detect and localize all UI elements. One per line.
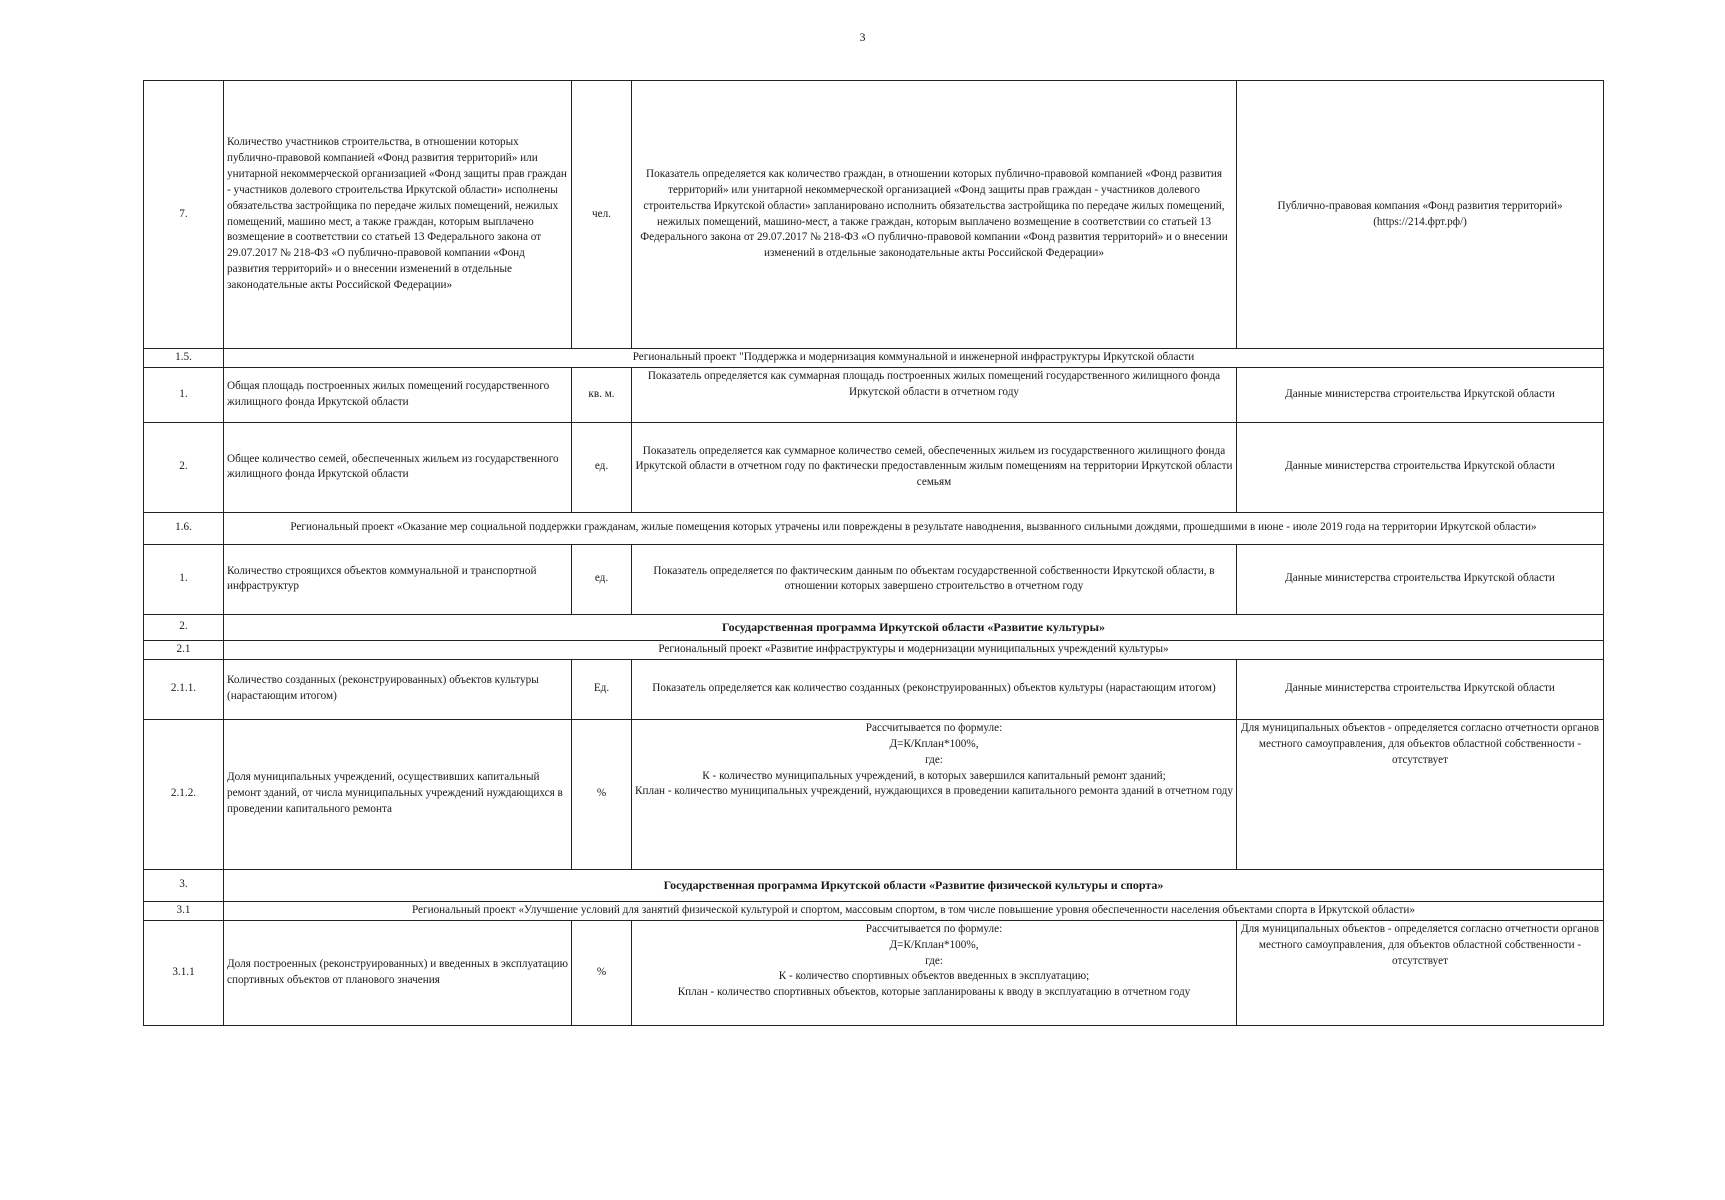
program-number: 2. [144,614,224,640]
section-row [144,512,1604,544]
row-number: 2.1.2. [144,719,224,869]
program-row [144,614,1604,640]
section-title: Региональный проект "Поддержка и модернизация коммунальной и инженерной инфраструктуры Иркутской области [224,349,1604,368]
row-number: 7. [144,81,224,349]
indicator-name: Количество строящихся объектов коммунальной и транспортной инфраструктур [224,544,572,614]
formula-heading: Рассчитывается по формуле: [865,721,1003,734]
indicator-name: Доля муниципальных учреждений, осуществивших капитальный ремонт зданий, от числа муниципальных учреждений нуждающихся в проведении капитального ремонта [224,719,572,869]
indicator-name: Доля построенных (реконструированных) и введенных в эксплуатацию спортивных объектов от планового значения [224,920,572,1025]
data-source: Для муниципальных объектов - определяется согласно отчетности органов местного самоуправления, для объектов областной собственности - отсутствует [1237,719,1604,869]
data-source: Публично-правовая компания «Фонд развития территорий» (https://214.фрт.рф/) [1237,81,1604,349]
program-title: Государственная программа Иркутской области «Развитие физической культуры и спорта» [224,869,1604,901]
unit-of-measure: % [572,719,632,869]
data-source: Данные министерства строительства Иркутской области [1237,367,1604,422]
unit-of-measure: Ед. [572,659,632,719]
data-source: Данные министерства строительства Иркутской области [1237,659,1604,719]
formula-term-k: К - количество спортивных объектов введенных в эксплуатацию; [778,970,1090,983]
table-row [144,81,1604,349]
table-row [144,367,1604,422]
formula-where: где: [925,753,943,766]
formula-heading: Рассчитывается по формуле: [865,922,1003,935]
section-title: Региональный проект «Улучшение условий для занятий физической культурой и спортом, массовым спортом, в том числе повышение уровня обеспеченности населения объектами спорта в Иркутской области» [224,901,1604,920]
row-number: 2. [144,422,224,512]
calculation-method: Показатель определяется как суммарная площадь построенных жилых помещений государственного жилищного фонда Иркутской области в отчетном году [632,367,1237,422]
table-row [144,719,1604,869]
data-source: Для муниципальных объектов - определяется согласно отчетности органов местного самоуправления, для объектов областной собственности - отсутствует [1237,920,1604,1025]
formula-term-kplan: Кплан - количество спортивных объектов, которые запланированы к вводу в эксплуатацию в отчетном году [677,986,1191,999]
section-row [144,349,1604,368]
program-number: 3. [144,869,224,901]
unit-of-measure: ед. [572,544,632,614]
formula: Д=К/Кплан*100%, [889,938,979,951]
formula-term-k: К - количество муниципальных учреждений, в которых завершился капитальный ремонт зданий; [702,769,1166,782]
formula: Д=К/Кплан*100%, [889,737,979,750]
data-source: Данные министерства строительства Иркутской области [1237,422,1604,512]
row-number: 2.1.1. [144,659,224,719]
indicators-table [143,80,1604,1026]
row-number: 1. [144,544,224,614]
table-row [144,544,1604,614]
table-row [144,659,1604,719]
section-row [144,901,1604,920]
calculation-method: Показатель определяется по фактическим данным по объектам государственной собственности Иркутской области, в отношении которых завершено строительство в отчетном году [632,544,1237,614]
calculation-method: Показатель определяется как количество граждан, в отношении которых публично-правовой компанией «Фонд развития территорий» или унитарной некоммерческой организацией «Фонд защиты прав граждан - участников долевого строительства Иркутской области» запланировано исполнить обязательства застройщика по передаче жилых помещений, нежилых помещений, машино-мест, а также граждан, которым выплачено возмещение в соответствии со статьей 13 Федерального закона от 29.07.2017 № 218-ФЗ «О публично-правовой компании «Фонд развития территорий» и о внесении изменений в отдельные законодательные акты Российской Федерации» [632,81,1237,349]
calculation-method [632,719,1237,869]
calculation-method: Показатель определяется как количество созданных (реконструированных) объектов культуры (нарастающим итогом) [632,659,1237,719]
formula-where: где: [925,954,943,967]
unit-of-measure: % [572,920,632,1025]
page-number: 3 [859,30,866,44]
formula-term-kplan: Кплан - количество муниципальных учреждений, нуждающихся в проведении капитального ремонта зданий в отчетном году [635,785,1233,798]
row-number: 1. [144,367,224,422]
table-row [144,920,1604,1025]
program-title: Государственная программа Иркутской области «Развитие культуры» [224,614,1604,640]
calculation-method [632,920,1237,1025]
row-number: 3.1.1 [144,920,224,1025]
indicator-name: Общая площадь построенных жилых помещений государственного жилищного фонда Иркутской области [224,367,572,422]
section-row [144,640,1604,659]
unit-of-measure: ед. [572,422,632,512]
indicator-name: Количество созданных (реконструированных) объектов культуры (нарастающим итогом) [224,659,572,719]
section-number: 1.5. [144,349,224,368]
section-number: 3.1 [144,901,224,920]
section-title: Региональный проект «Оказание мер социальной поддержки гражданам, жилые помещения которых утрачены или повреждены в результате наводнения, вызванного сильными дождями, прошедшими в июне - июле 2019 года на территории Иркутской области» [224,512,1604,544]
unit-of-measure: кв. м. [572,367,632,422]
section-number: 2.1 [144,640,224,659]
calculation-method: Показатель определяется как суммарное количество семей, обеспеченных жильем из государственного жилищного фонда Иркутской области в отчетном году по фактически предоставленным жилым помещениям на территории Иркутской области семьям [632,422,1237,512]
indicator-name: Общее количество семей, обеспеченных жильем из государственного жилищного фонда Иркутской области [224,422,572,512]
unit-of-measure: чел. [572,81,632,349]
data-source: Данные министерства строительства Иркутской области [1237,544,1604,614]
program-row [144,869,1604,901]
indicator-name: Количество участников строительства, в отношении которых публично-правовой компанией «Фонд развития территорий» или унитарной некоммерческой организацией «Фонд защиты прав граждан - участников долевого строительства Иркутской области» исполнены обязательства застройщика по передаче жилых помещений, нежилых помещений, машино мест, а также граждан, которым выплачено возмещение в соответствии со статьей 13 Федерального закона от 29.07.2017 № 218-ФЗ «О публично-правовой компании «Фонд развития территорий» и о внесении изменений в отдельные законодательные акты Российской Федерации» [224,81,572,349]
section-number: 1.6. [144,512,224,544]
table-row [144,422,1604,512]
section-title: Региональный проект «Развитие инфраструктуры и модернизации муниципальных учреждений культуры» [224,640,1604,659]
